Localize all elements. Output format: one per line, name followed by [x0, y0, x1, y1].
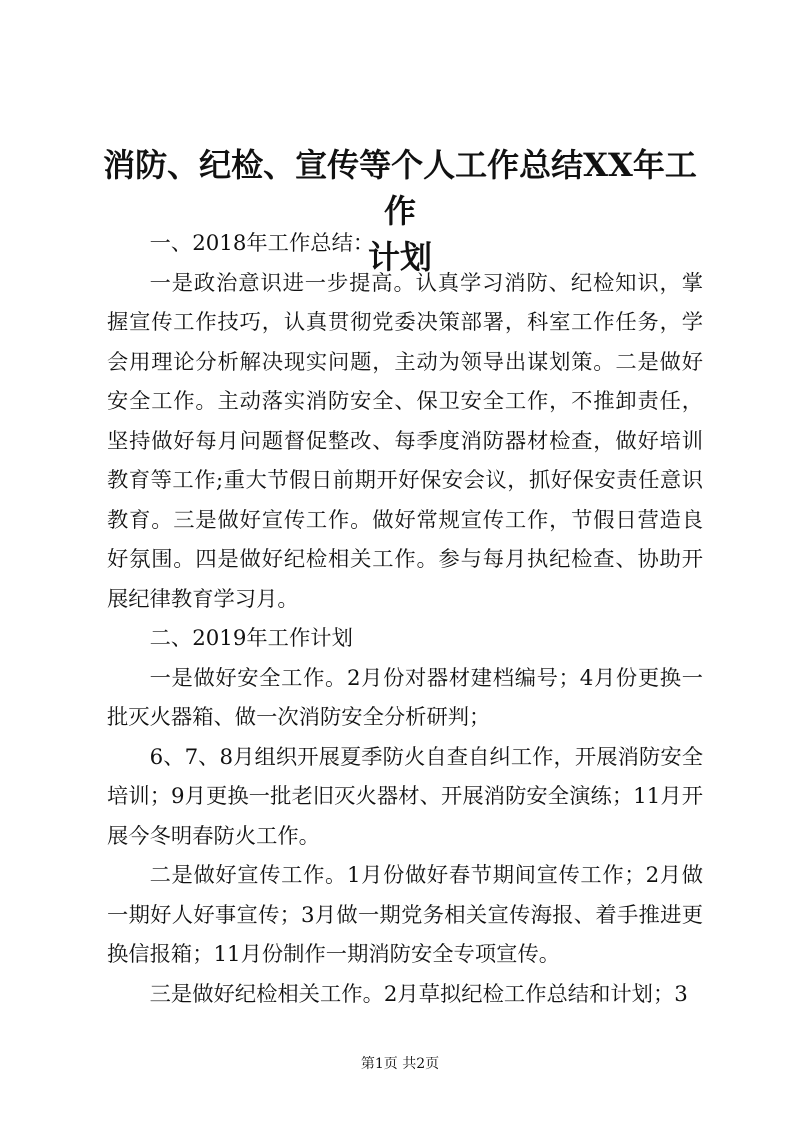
paragraph-publicity-plan: 二是做好宣传工作。1月份做好春节期间宣传工作；2月做一期好人好事宣传；3月做一期党务相关宣传海报、着手推进更换信报箱；11月份制作一期消防安全专项宣传。	[107, 863, 703, 967]
section-heading-2019-plan: 二、2019年工作计划	[149, 626, 353, 651]
paragraph-2018-summary: 一是政治意识进一步提高。认真学习消防、纪检知识，掌握宣传工作技巧，认真贯彻党委决策部署，科室工作任务，学会用理论分析解决现实问题，主动为领导出谋划策。二是做好安全工作。主动落实消防安全、保卫安全工作，不推卸责任，坚持做好每月问题督促整改、每季度消防器材检查，做好培训教育等工作;重大节假日前期开好保安会议，抓好保安责任意识教育。三是做好宣传工作。做好常规宣传工作，节假日营造良好氛围。四是做好纪检相关工作。参与每月执纪检查、协助开展纪律教育学习月。	[107, 270, 703, 612]
title-line-1: 消防、纪检、宣传等个人工作总结XX年工作	[103, 146, 697, 230]
paragraph-discipline-plan: 三是做好纪检相关工作。2月草拟纪检工作总结和计划；3	[149, 981, 688, 1007]
title-line-2: 计划	[367, 238, 432, 276]
section-heading-2018-summary: 一、2018年工作总结：	[149, 231, 375, 256]
paragraph-safety-plan-continued: 6、7、8月组织开展夏季防火自查自纠工作，开展消防安全培训；9月更换一批老旧灭火器材、开展消防安全演练；11月开展今冬明春防火工作。	[107, 744, 703, 849]
page-footer: 第1页 共2页	[360, 1056, 440, 1072]
document-body	[107, 224, 703, 1014]
paragraph-safety-plan: 一是做好安全工作。2月份对器材建档编号；4月份更换一批灭火器箱、做一次消防安全分析研判；	[107, 665, 703, 730]
